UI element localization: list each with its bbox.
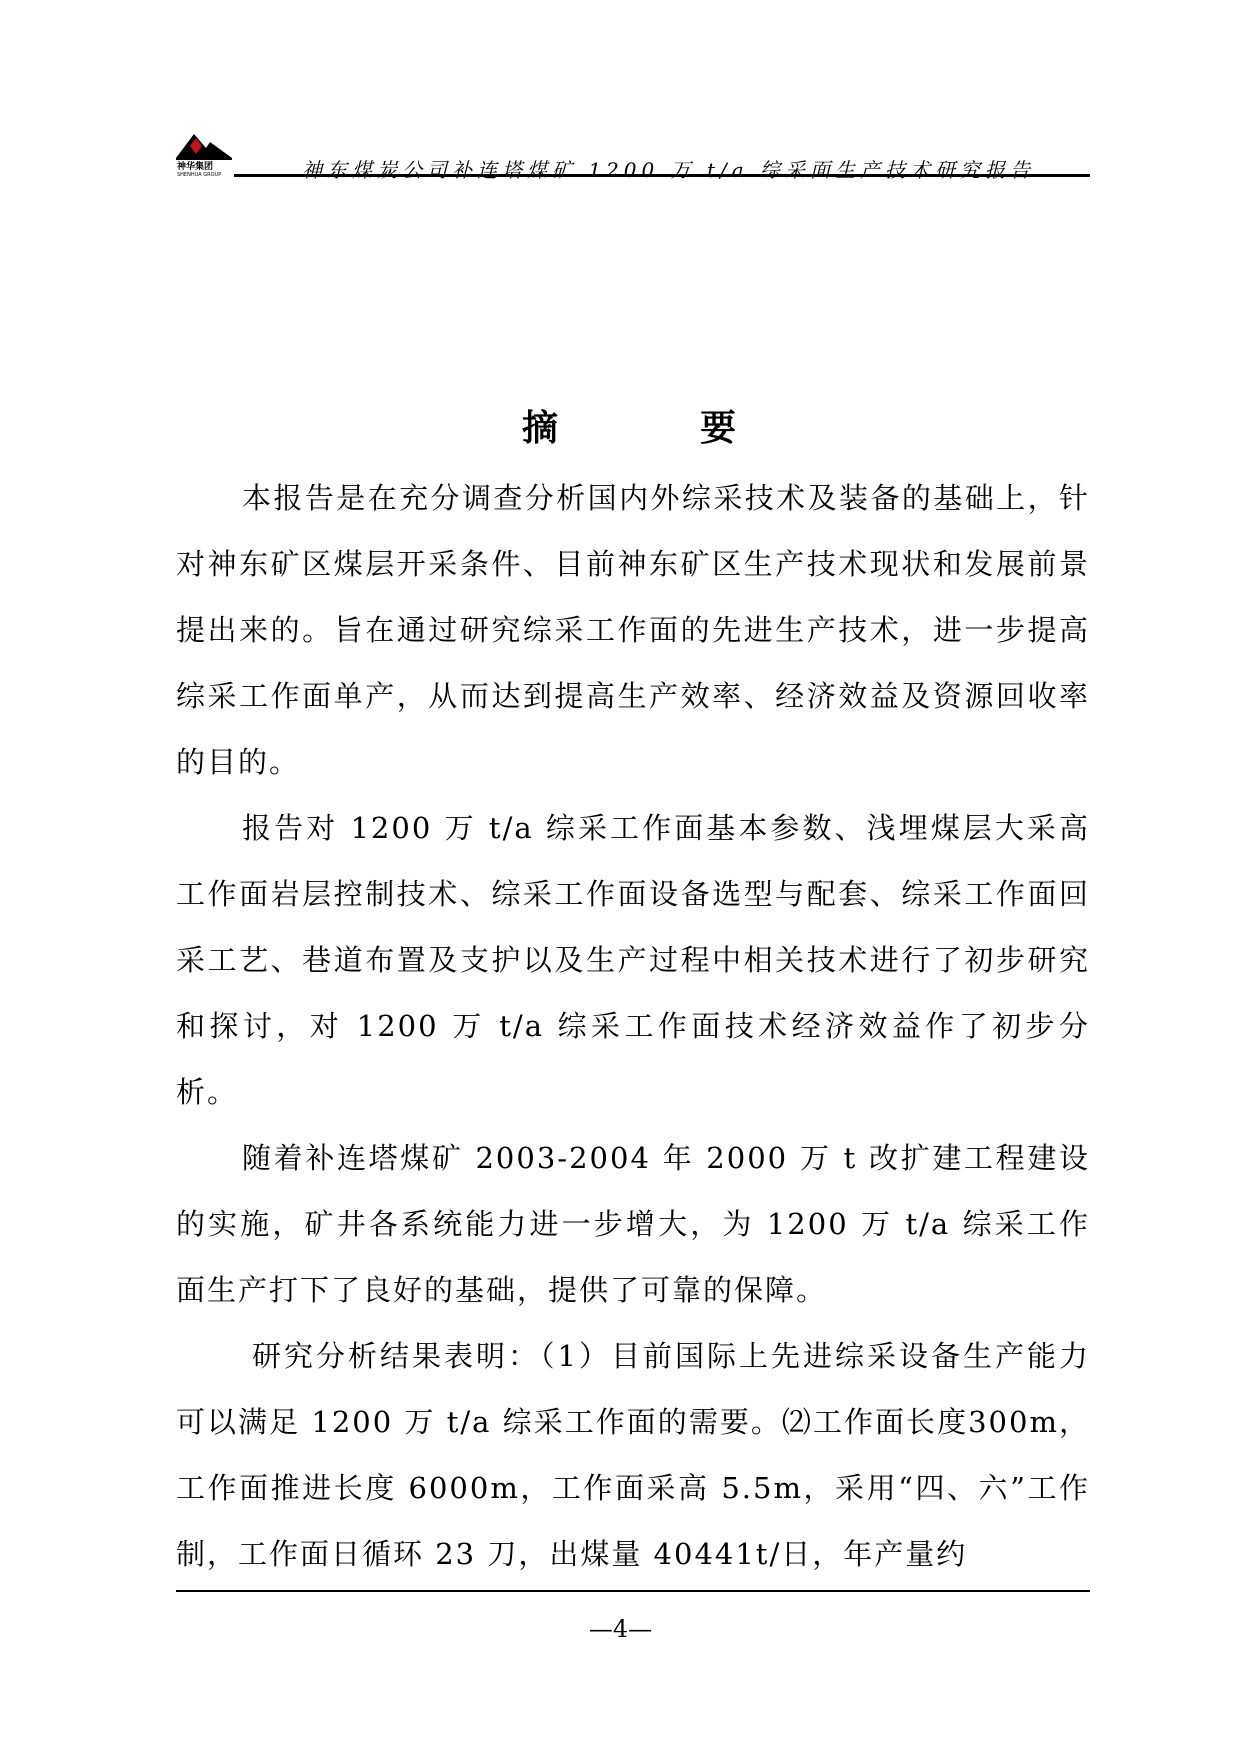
footer-rule [176,1590,1090,1592]
paragraph-3: 随着补连塔煤矿 2003-2004 年 2000 万 t 改扩建工程建设的实施，矿井各系统能力进一步增大，为 1200 万 t/a 综采工作面生产打下了良好的基础，提供了可靠的保障。 [176,1141,1090,1307]
paragraph-4: 研究分析结果表明：（1）目前国际上先进综采设备生产能力可以满足 1200 万 t/a 综采工作面的需要。⑵工作面长度300m，工作面推进长度 6000m，工作面采高 5.5m，采用“四、六”工作制，工作面日循环 23 刀，出煤量 40441t/日，年产量约 [176,1339,1090,1571]
page-number: —4— [588,1615,653,1643]
page-header [176,126,1090,182]
header-rule [234,174,1090,177]
shenhua-logo [176,126,232,176]
paragraph-2: 报告对 1200 万 t/a 综采工作面基本参数、浅埋煤层大采高工作面岩层控制技术、综采工作面设备选型与配套、综采工作面回采工艺、巷道布置及支护以及生产过程中相关技术进行了初步研究和探讨，对 1200 万 t/a 综采工作面技术经济效益作了初步分析。 [176,811,1090,1109]
abstract-title-char-2: 要 [700,407,737,449]
paragraph-1: 本报告是在充分调查分析国内外综采技术及装备的基础上，针对神东矿区煤层开采条件、目前神东矿区生产技术现状和发展前景提出来的。旨在通过研究综采工作面的先进生产技术，进一步提高综采工作面单产，从而达到提高生产效率、经济效益及资源回收率的目的。 [176,481,1090,779]
svg-text:SHENHUA GROUP: SHENHUA GROUP [177,172,222,176]
header-title: 神东煤炭公司补连塔煤矿 1200 万 t/a 综采面生产技术研究报告 [302,158,1036,182]
abstract-title-char-1: 摘 [522,407,559,449]
abstract-body [176,465,1090,1587]
svg-text:神华集团: 神华集团 [177,162,214,172]
